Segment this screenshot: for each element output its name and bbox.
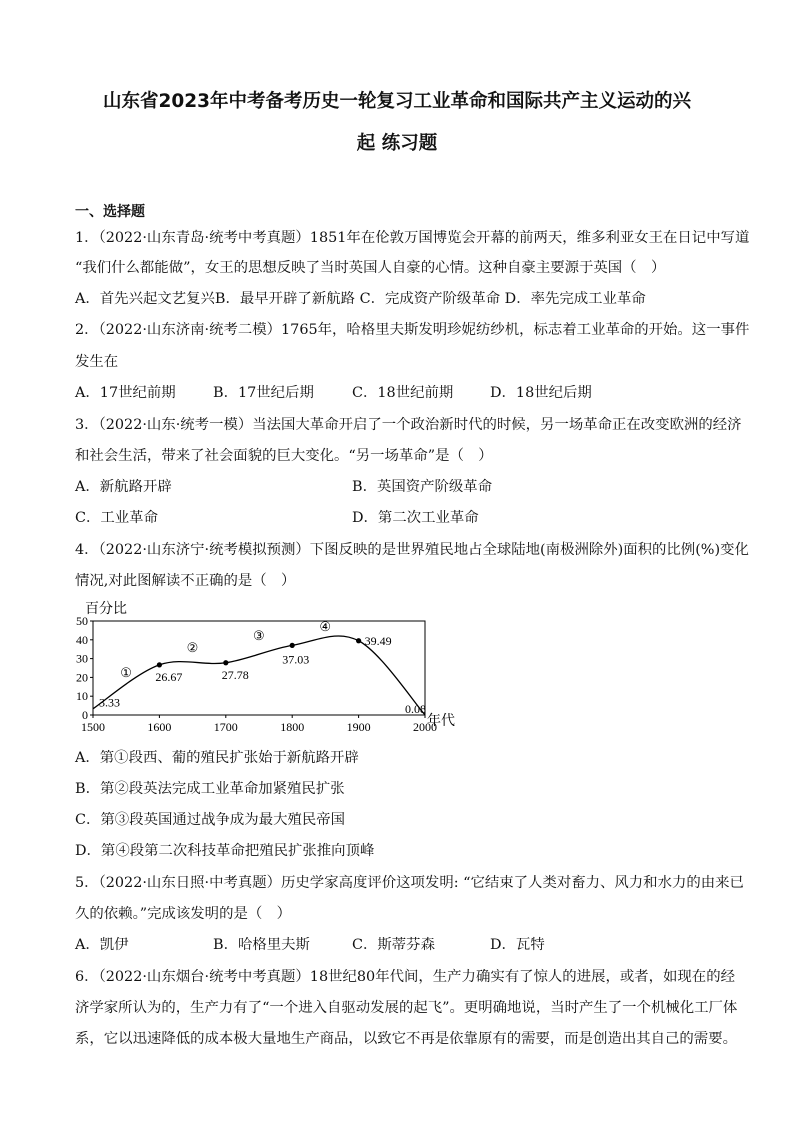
- y-axis-label: 百分比: [85, 602, 127, 617]
- x-tick-label: 1500: [81, 720, 105, 734]
- q3-option-b: B．英国资产阶级革命: [352, 479, 493, 495]
- data-label: 0.08: [405, 701, 426, 716]
- data-label: 26.67: [155, 669, 183, 684]
- data-label: 3.33: [99, 695, 120, 710]
- q6-stem-line-3: 系，它以迅速降低的成本极大量地生产商品，以致它不再是依靠原有的需要，而是创造出其自己的需要。: [75, 1031, 737, 1047]
- q2-stem-line-2: 发生在: [75, 354, 119, 370]
- series-line: [93, 633, 425, 715]
- q4-option-c: C．第③段英国通过战争成为最大殖民帝国: [75, 812, 346, 828]
- q4-stem-line-1: 4．（2022·山东济宁·统考模拟预测）下图反映的是世界殖民地占全球陆地(南极洲除外)面积的比例(%)变化: [75, 542, 749, 558]
- data-label: 27.78: [221, 667, 249, 682]
- q5-option-d: D．瓦特: [490, 937, 545, 953]
- data-point: [290, 643, 295, 648]
- segment-label: ④: [319, 619, 332, 635]
- q4-stem-line-2: 情况,对此图解读不正确的是（ ）: [75, 573, 296, 589]
- q2-option-d: D．18世纪后期: [490, 385, 592, 401]
- y-tick-label: 10: [76, 689, 88, 704]
- q3-option-c: C．工业革命: [75, 510, 158, 526]
- chart-svg: [70, 598, 470, 738]
- q2-option-b: B．17世纪后期: [213, 385, 314, 401]
- q5-option-a: A．凯伊: [75, 937, 129, 953]
- y-tick-label: 20: [76, 670, 88, 685]
- q6-stem-line-2: 济学家所认为的，生产力有了“一个进入自驱动发展的起飞”。更明确地说，当时产生了一个机械化工厂体: [75, 1000, 738, 1016]
- q1-stem-line-1: 1．（2022·山东青岛·统考中考真题）1851年在伦敦万国博览会开幕的前两天，维多利亚女王在日记中写道: [75, 230, 750, 246]
- q2-option-a: A．17世纪前期: [75, 385, 176, 401]
- data-point: [356, 638, 361, 643]
- x-tick-label: 1700: [213, 720, 238, 734]
- q2-stem-line-1: 2．（2022·山东济南·统考二模）1765年，哈格里夫斯发明珍妮纺纱机，标志着工业革命的开始。这一事件: [75, 322, 750, 338]
- data-label: 37.03: [282, 652, 310, 667]
- q3-option-a: A．新航路开辟: [75, 479, 172, 495]
- x-tick-label: 1900: [346, 720, 371, 734]
- x-tick-label: 1800: [280, 720, 305, 734]
- y-tick-label: 50: [76, 614, 88, 628]
- q4-option-a: A．第①段西、葡的殖民扩张始于新航路开辟: [75, 750, 359, 766]
- x-tick-label: 1600: [147, 720, 172, 734]
- q3-stem-line-1: 3．（2022·山东·统考一模）当法国大革命开启了一个政治新时代的时候，另一场革命正在改变欧洲的经济: [75, 417, 742, 433]
- page-title-line-2: 起 练习题: [356, 133, 438, 154]
- x-axis-label: 年代: [427, 714, 455, 729]
- q4-option-b: B．第②段英法完成工业革命加紧殖民扩张: [75, 781, 345, 797]
- q3-option-d: D．第二次工业革命: [352, 510, 479, 526]
- segment-label: ②: [186, 639, 199, 655]
- y-tick-label: 0: [82, 708, 88, 722]
- segment-label: ③: [253, 628, 265, 644]
- y-tick-label: 40: [76, 632, 88, 647]
- data-point: [157, 662, 162, 667]
- q5-option-c: C．斯蒂芬森: [352, 937, 435, 953]
- q4-option-d: D．第④段第二次科技革命把殖民扩张推向顶峰: [75, 843, 375, 859]
- q6-stem-line-1: 6．（2022·山东烟台·统考中考真题）18世纪80年代间，生产力确实有了惊人的进展，或者，如现在的经: [75, 969, 735, 985]
- section-heading: 一、选择题: [75, 204, 145, 220]
- data-point: [223, 660, 228, 665]
- q2-option-c: C．18世纪前期: [352, 385, 454, 401]
- q5-stem-line-2: 久的依赖。”完成该发明的是（ ）: [75, 906, 292, 922]
- q5-option-b: B．哈格里夫斯: [213, 937, 310, 953]
- page-title-line-1: 山东省2023年中考备考历史一轮复习工业革命和国际共产主义运动的兴: [103, 91, 691, 112]
- x-tick-label: 2000: [413, 720, 437, 734]
- q1-stem-line-2: “我们什么都能做”，女王的思想反映了当时英国人自豪的心情。这种自豪主要源于英国（ ）: [75, 260, 666, 276]
- segment-label: ①: [120, 664, 132, 680]
- q3-stem-line-2: 和社会生活，带来了社会面貌的巨大变化。“另一场革命”是（ ）: [75, 448, 493, 464]
- data-label: 39.49: [364, 633, 392, 648]
- y-tick-label: 30: [76, 651, 88, 666]
- colony-area-chart: [70, 598, 470, 738]
- q1-options: A．首先兴起文艺复兴B．最早开辟了新航路 C．完成资产阶级革命 D．率先完成工业革命: [75, 291, 646, 307]
- q5-stem-line-1: 5．（2022·山东日照·中考真题）历史学家高度评价这项发明: “它结束了人类对畜力、风力和水力的由来已: [75, 875, 744, 891]
